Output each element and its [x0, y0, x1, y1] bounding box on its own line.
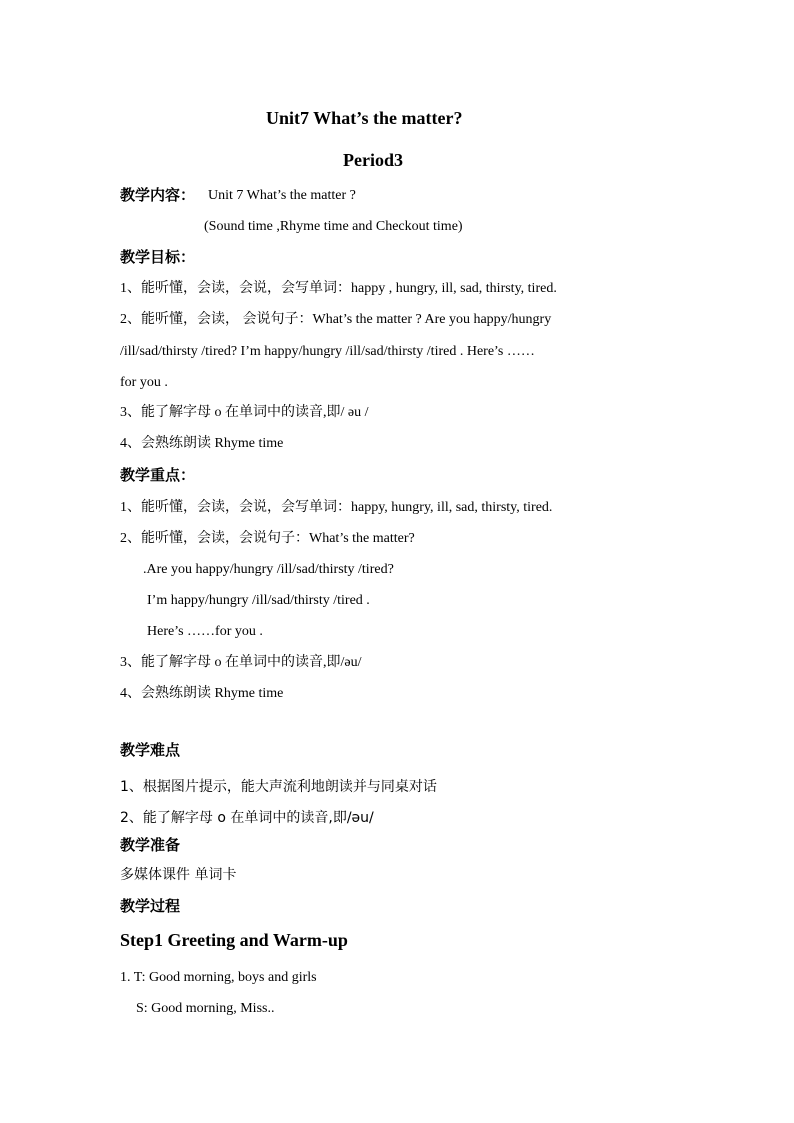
- key-line: 1、能听懂，会读，会说，会写单词：happy, hungry, ill, sad, thirsty, tired.: [120, 500, 553, 515]
- goal-line: /ill/sad/thirsty /tired? I’m happy/hungry /ill/sad/thirsty /tired . Here’s ……: [120, 344, 535, 359]
- dialog-line: S: Good morning, Miss..: [136, 1001, 275, 1016]
- dialog-line: 1. T: Good morning, boys and girls: [120, 970, 317, 985]
- goal-line: 3、能了解字母 o 在单词中的读音,即/ əu /: [120, 405, 369, 420]
- page-title: Unit7 What’s the matter?: [266, 108, 463, 128]
- difficult-heading: 教学难点: [120, 741, 181, 759]
- goal-line: 1、能听懂，会读，会说，会写单词：happy , hungry, ill, sad, thirsty, tired.: [120, 281, 557, 296]
- goal-line: 4、会熟练朗读 Rhyme time: [120, 436, 284, 451]
- goal-line: 2、能听懂，会读， 会说句子：What’s the matter ? Are you happy/hungry: [120, 312, 552, 327]
- process-heading: 教学过程: [120, 897, 181, 915]
- difficult-line: 1、根据图片提示，能大声流利地朗读并与同桌对话: [120, 779, 437, 795]
- content-label: 教学内容：: [120, 186, 196, 204]
- key-line: 2、能听懂，会读，会说句子：What’s the matter?: [120, 531, 415, 546]
- keys-heading: 教学重点：: [120, 466, 196, 484]
- step1-heading: Step1 Greeting and Warm-up: [120, 930, 348, 950]
- goal-line: for you .: [120, 375, 168, 390]
- key-line: .Are you happy/hungry /ill/sad/thirsty /tired?: [143, 562, 394, 577]
- key-line: 3、能了解字母 o 在单词中的读音,即/əu/: [120, 655, 362, 670]
- prep-line: 多媒体课件 单词卡: [120, 867, 237, 883]
- content-value: Unit 7 What’s the matter ?: [208, 188, 356, 203]
- difficult-line: 2、能了解字母 o 在单词中的读音,即/əu/: [120, 810, 374, 826]
- key-line: Here’s ……for you .: [147, 624, 263, 639]
- content-sub: (Sound time ,Rhyme time and Checkout time): [204, 219, 463, 234]
- key-line: 4、会熟练朗读 Rhyme time: [120, 686, 284, 701]
- period-title: Period3: [343, 150, 403, 170]
- prep-heading: 教学准备: [120, 836, 181, 854]
- goals-heading: 教学目标：: [120, 248, 196, 266]
- key-line: I’m happy/hungry /ill/sad/thirsty /tired .: [147, 593, 370, 608]
